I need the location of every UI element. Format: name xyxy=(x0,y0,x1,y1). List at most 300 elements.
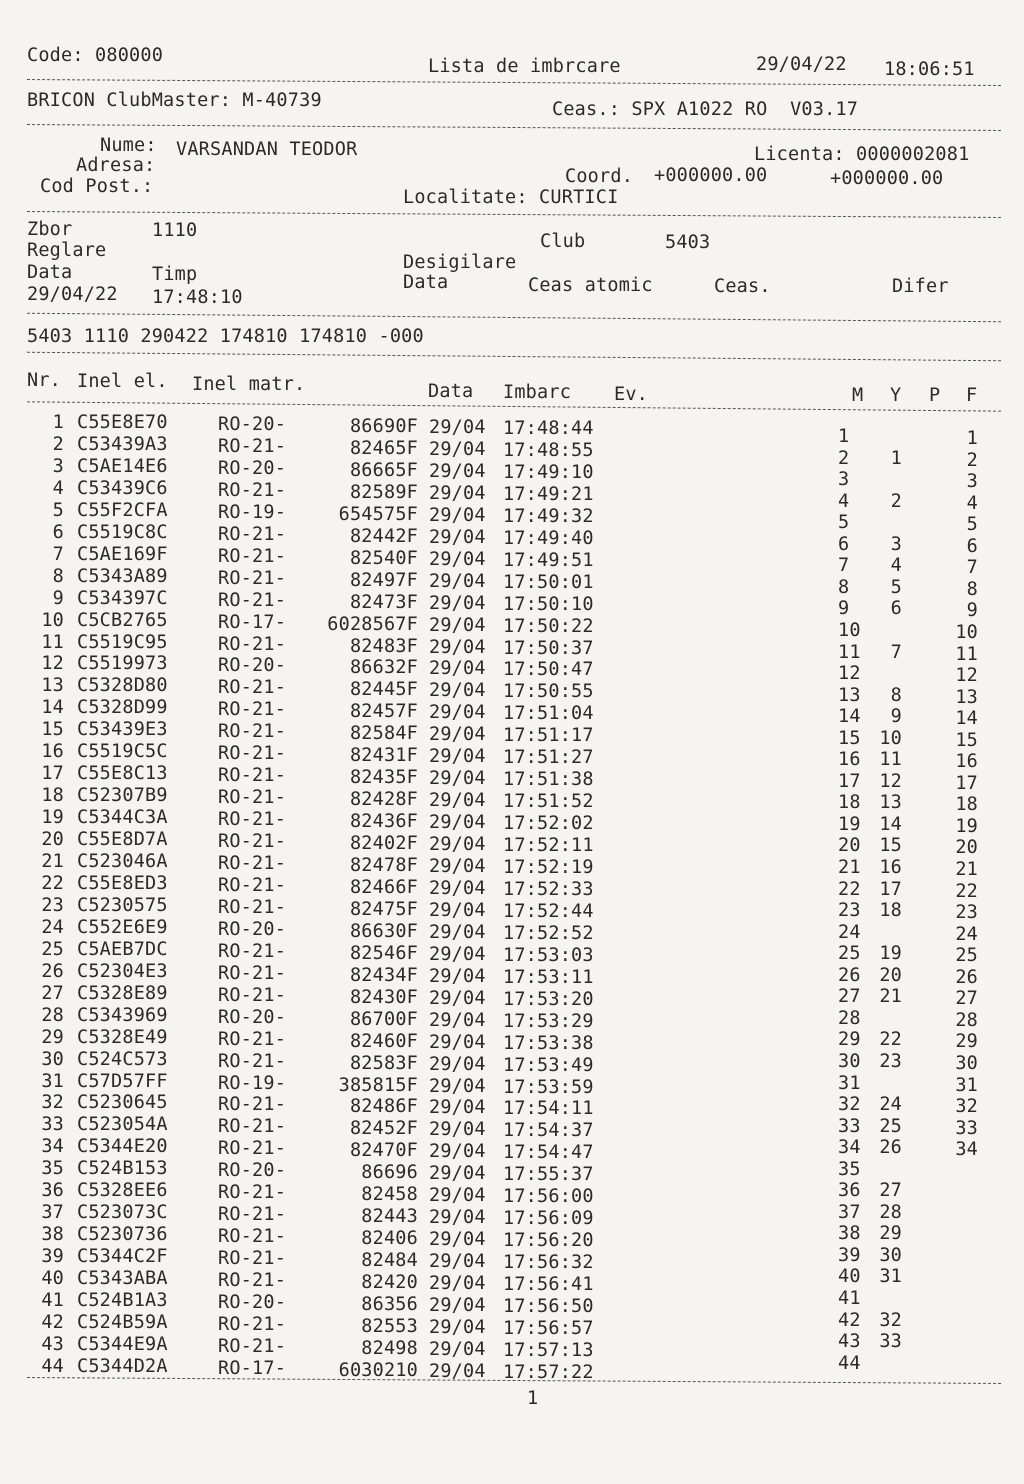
row-date: 29/04 xyxy=(429,1185,486,1207)
row-inel-number: 82583F xyxy=(349,1052,418,1074)
ranking-row xyxy=(0,428,1024,450)
row-inel-number: 82466F xyxy=(349,876,418,898)
row-inel-el: C53439E3 xyxy=(77,719,168,741)
row-inel-el: C5AE169F xyxy=(77,543,168,565)
row-time: 17:49:51 xyxy=(503,549,594,571)
rank-f: 6 xyxy=(966,535,978,557)
row-inel-el: C5230645 xyxy=(77,1092,168,1114)
rank-m: 35 xyxy=(838,1158,861,1180)
row-inel-prefix: RO-21- xyxy=(218,435,287,457)
row-inel-prefix: RO-20- xyxy=(218,655,287,677)
row-inel-number: 86632F xyxy=(349,657,418,679)
row-inel-number: 82406 xyxy=(361,1228,418,1250)
row-date: 29/04 xyxy=(429,790,486,812)
row-inel-el: C5AEB7DC xyxy=(77,938,168,960)
ranking-row xyxy=(0,1223,1024,1250)
row-inel-el: C5328D80 xyxy=(77,675,168,697)
data-label: Data xyxy=(27,262,73,283)
row-inel-prefix: RO-21- xyxy=(218,677,287,699)
row-inel-number: 86690F xyxy=(349,416,418,437)
row-inel-prefix: RO-21- xyxy=(218,984,287,1006)
row-inel-prefix: RO-21- xyxy=(218,809,287,831)
ranking-row xyxy=(0,1180,1024,1207)
row-date: 29/04 xyxy=(429,899,486,921)
row-inel-el: C5AE14E6 xyxy=(77,455,168,477)
row-date: 29/04 xyxy=(429,987,486,1009)
rank-y: 24 xyxy=(879,1094,902,1116)
row-nr: 35 xyxy=(41,1158,64,1180)
code-label: Code: 080000 xyxy=(27,45,164,66)
rank-f: 29 xyxy=(955,1031,978,1053)
row-inel-prefix: RO-21- xyxy=(218,699,287,721)
row-inel-number: 654575F xyxy=(338,503,418,525)
reglare-label: Reglare xyxy=(27,240,107,261)
row-inel-prefix: RO-21- xyxy=(218,567,287,589)
rank-y: 5 xyxy=(890,576,902,598)
col-inel-matr: Inel matr. xyxy=(192,374,306,395)
row-inel-prefix: RO-20- xyxy=(218,1160,287,1182)
name-label: Nume: xyxy=(100,135,157,156)
row-time: 17:54:47 xyxy=(503,1142,594,1164)
rank-f: 28 xyxy=(955,1009,978,1031)
row-nr: 14 xyxy=(41,697,64,719)
row-nr: 34 xyxy=(41,1136,64,1158)
row-time: 17:53:11 xyxy=(503,966,594,988)
ranking-row xyxy=(0,1352,1024,1377)
row-time: 17:56:09 xyxy=(503,1208,594,1230)
row-date: 29/04 xyxy=(429,1097,486,1119)
rank-m: 18 xyxy=(838,792,861,814)
summary-line: 5403 1110 290422 174810 174810 -000 xyxy=(27,326,424,347)
row-date: 29/04 xyxy=(429,460,486,482)
ranking-row xyxy=(0,812,1024,838)
row-inel-number: 82483F xyxy=(349,635,418,657)
row-inel-number: 86696 xyxy=(361,1162,418,1184)
page-number: 1 xyxy=(527,1388,539,1409)
row-inel-el: C5344D2A xyxy=(77,1355,168,1377)
rank-y: 27 xyxy=(879,1180,902,1202)
club-value: 5403 xyxy=(665,232,711,253)
rank-f: 33 xyxy=(955,1117,978,1139)
row-nr: 37 xyxy=(41,1202,64,1224)
row-inel-el: C52304E3 xyxy=(77,960,168,982)
ranking-row xyxy=(0,1136,1024,1164)
row-inel-prefix: RO-21- xyxy=(218,787,287,809)
ranking-row xyxy=(0,1333,1024,1355)
row-date: 29/04 xyxy=(429,658,486,680)
rank-m: 43 xyxy=(838,1331,861,1353)
address-label: Adresa: xyxy=(76,155,156,176)
coord-1: +000000.00 xyxy=(654,165,768,186)
row-inel-prefix: RO-19- xyxy=(218,501,287,523)
row-inel-el: C552E6E9 xyxy=(77,916,168,938)
rank-f: 8 xyxy=(966,578,978,600)
row-nr: 23 xyxy=(41,894,64,916)
row-inel-el: C5230575 xyxy=(77,894,168,916)
owner-name: VARSANDAN TEODOR xyxy=(176,139,358,160)
rank-f: 4 xyxy=(966,492,978,514)
row-inel-prefix: RO-20- xyxy=(218,457,287,479)
row-nr: 29 xyxy=(41,1026,64,1048)
row-inel-prefix: RO-21- xyxy=(218,721,287,743)
row-time: 17:52:19 xyxy=(503,857,594,878)
ranking-row xyxy=(0,1290,1024,1312)
row-time: 17:50:37 xyxy=(503,637,594,659)
row-date: 29/04 xyxy=(429,1207,486,1229)
row-nr: 4 xyxy=(52,477,64,499)
row-inel-prefix: RO-17- xyxy=(218,1357,287,1379)
rank-y: 10 xyxy=(879,727,902,749)
divider xyxy=(27,79,1001,86)
report-title: Lista de imbrcare xyxy=(428,56,621,77)
rank-y: 11 xyxy=(879,749,902,771)
rank-m: 3 xyxy=(838,469,850,491)
postcode-label: Cod Post.: xyxy=(40,176,154,197)
rank-y: 33 xyxy=(879,1331,902,1353)
row-date: 29/04 xyxy=(429,768,486,790)
rank-y: 6 xyxy=(890,598,902,620)
row-inel-el: C5344E9A xyxy=(77,1333,168,1355)
row-time: 17:56:32 xyxy=(503,1252,594,1274)
row-nr: 30 xyxy=(41,1048,64,1070)
row-nr: 33 xyxy=(41,1114,64,1136)
row-inel-prefix: RO-21- xyxy=(218,1248,287,1270)
row-time: 17:50:10 xyxy=(503,593,594,615)
rank-y: 14 xyxy=(879,813,902,835)
row-time: 17:51:04 xyxy=(503,703,594,725)
row-nr: 40 xyxy=(41,1268,64,1290)
rank-f: 25 xyxy=(955,945,978,967)
rank-m: 37 xyxy=(838,1201,861,1223)
ranking-row xyxy=(0,600,1024,622)
row-date: 29/04 xyxy=(429,746,486,768)
row-inel-el: C53439A3 xyxy=(77,433,168,455)
row-nr: 9 xyxy=(52,587,64,609)
row-date: 29/04 xyxy=(429,417,486,438)
col-f: F xyxy=(966,385,978,406)
row-inel-prefix: RO-21- xyxy=(218,962,287,984)
row-inel-prefix: RO-21- xyxy=(218,1094,287,1116)
row-inel-number: 6030210 xyxy=(338,1359,418,1381)
row-date: 29/04 xyxy=(429,570,486,592)
row-nr: 10 xyxy=(41,609,64,631)
row-date: 29/04 xyxy=(429,943,486,965)
row-date: 29/04 xyxy=(429,1163,486,1185)
rank-y: 3 xyxy=(890,533,902,555)
ranking-row xyxy=(0,1268,1024,1290)
row-time: 17:48:55 xyxy=(503,439,594,461)
row-inel-el: C524B153 xyxy=(77,1158,168,1180)
row-inel-el: C5344C2F xyxy=(77,1246,168,1268)
row-time: 17:56:20 xyxy=(503,1230,594,1252)
row-inel-number: 82475F xyxy=(349,898,418,920)
col-data: Data xyxy=(428,381,474,402)
row-nr: 15 xyxy=(41,719,64,741)
rank-m: 38 xyxy=(838,1223,861,1245)
divider xyxy=(27,352,1001,361)
row-date: 29/04 xyxy=(429,1009,486,1031)
ranking-row xyxy=(0,920,1024,946)
row-inel-number: 385815F xyxy=(338,1074,418,1096)
row-inel-number: 82458 xyxy=(361,1184,418,1206)
rank-y: 25 xyxy=(879,1115,902,1137)
col-inel-el: Inel el. xyxy=(77,371,168,392)
rank-m: 27 xyxy=(838,986,861,1008)
row-time: 17:56:41 xyxy=(503,1274,594,1296)
row-time: 17:49:40 xyxy=(503,527,594,549)
rank-m: 28 xyxy=(838,1007,861,1029)
rank-y: 22 xyxy=(879,1029,902,1051)
row-inel-number: 86665F xyxy=(349,459,418,481)
rank-m: 33 xyxy=(838,1115,861,1137)
row-nr: 11 xyxy=(41,631,64,653)
data2-label: Data xyxy=(403,272,449,293)
row-inel-number: 82428F xyxy=(349,789,418,811)
row-inel-number: 82435F xyxy=(349,767,418,789)
row-inel-el: C524B59A xyxy=(77,1311,168,1333)
row-inel-prefix: RO-21- xyxy=(218,1204,287,1226)
row-inel-el: C57D57FF xyxy=(77,1070,168,1092)
ranking-row xyxy=(0,514,1024,536)
ranking-row xyxy=(0,898,1024,924)
row-date: 29/04 xyxy=(429,702,486,724)
rank-m: 42 xyxy=(838,1309,861,1331)
row-inel-prefix: RO-21- xyxy=(218,1182,287,1204)
rank-m: 11 xyxy=(838,641,861,663)
ranking-row xyxy=(0,1309,1024,1334)
row-inel-prefix: RO-20- xyxy=(218,918,287,940)
row-time: 17:48:44 xyxy=(503,418,594,439)
row-inel-number: 86356 xyxy=(361,1294,418,1315)
rank-y: 29 xyxy=(879,1223,902,1245)
row-nr: 42 xyxy=(41,1311,64,1333)
row-inel-prefix: RO-21- xyxy=(218,589,287,611)
ranking-row xyxy=(0,833,1024,859)
rank-m: 23 xyxy=(838,900,861,922)
ranking-row xyxy=(0,876,1024,903)
row-inel-el: C55E8C13 xyxy=(77,763,168,785)
row-inel-el: C5230736 xyxy=(77,1224,168,1246)
zbor-value: 1110 xyxy=(152,220,198,241)
row-inel-number: 82402F xyxy=(349,833,418,855)
ranking-row xyxy=(0,790,1024,816)
ranking-row xyxy=(0,1114,1024,1140)
rank-m: 19 xyxy=(838,813,861,835)
rank-m: 12 xyxy=(838,663,861,685)
row-inel-number: 82460F xyxy=(349,1030,418,1052)
ranking-row xyxy=(0,1201,1024,1229)
rank-m: 5 xyxy=(838,512,850,534)
rank-f: 2 xyxy=(966,449,978,471)
rank-y: 15 xyxy=(879,835,902,857)
row-time: 17:52:33 xyxy=(503,878,594,900)
row-date: 29/04 xyxy=(429,1141,486,1163)
row-inel-number: 82553 xyxy=(361,1315,418,1337)
row-inel-el: C5343969 xyxy=(77,1004,168,1026)
rank-m: 39 xyxy=(838,1244,861,1266)
timp-label: Timp xyxy=(152,264,198,285)
col-y: Y xyxy=(890,385,902,406)
row-time: 17:50:22 xyxy=(503,615,594,637)
row-nr: 31 xyxy=(41,1070,64,1092)
rank-m: 20 xyxy=(838,835,861,857)
rank-y: 13 xyxy=(879,792,902,814)
row-inel-prefix: RO-20- xyxy=(218,414,287,435)
rank-f: 1 xyxy=(966,428,978,449)
ranking-row xyxy=(0,1048,1024,1075)
rank-f: 18 xyxy=(955,794,978,816)
row-time: 17:56:57 xyxy=(503,1317,594,1339)
rank-f: 14 xyxy=(955,708,978,730)
row-inel-el: C5344C3A xyxy=(77,807,168,829)
row-time: 17:51:17 xyxy=(503,725,594,747)
row-nr: 36 xyxy=(41,1180,64,1202)
row-inel-el: C534397C xyxy=(77,587,168,609)
row-inel-el: C5328E89 xyxy=(77,982,168,1004)
rank-m: 36 xyxy=(838,1180,861,1202)
rank-y: 28 xyxy=(879,1201,902,1223)
rank-y: 32 xyxy=(879,1309,902,1331)
row-inel-el: C524B1A3 xyxy=(77,1290,168,1311)
rank-f: 31 xyxy=(955,1074,978,1096)
row-inel-prefix: RO-21- xyxy=(218,1270,287,1292)
ranking-row xyxy=(0,1070,1024,1097)
rank-m: 4 xyxy=(838,490,850,512)
row-inel-el: C5328D99 xyxy=(77,697,168,719)
row-nr: 27 xyxy=(41,982,64,1004)
club-label: Club xyxy=(540,231,586,252)
row-inel-number: 6028567F xyxy=(327,613,418,635)
rank-m: 24 xyxy=(838,921,861,943)
row-time: 17:54:37 xyxy=(503,1120,594,1142)
row-time: 17:52:02 xyxy=(503,813,594,835)
rank-m: 26 xyxy=(838,964,861,986)
row-time: 17:55:37 xyxy=(503,1164,594,1186)
row-inel-number: 82465F xyxy=(349,437,418,459)
row-inel-prefix: RO-21- xyxy=(218,853,287,874)
row-nr: 16 xyxy=(41,741,64,763)
row-nr: 38 xyxy=(41,1224,64,1246)
row-time: 17:50:01 xyxy=(503,571,594,593)
row-time: 17:53:38 xyxy=(503,1032,594,1054)
row-time: 17:52:44 xyxy=(503,900,594,922)
rank-m: 7 xyxy=(838,555,850,577)
row-inel-number: 82434F xyxy=(349,964,418,986)
ranking-row xyxy=(0,747,1024,773)
rank-y: 16 xyxy=(879,857,902,878)
rank-f: 19 xyxy=(955,815,978,837)
row-time: 17:53:29 xyxy=(503,1010,594,1032)
row-date: 29/04 xyxy=(429,482,486,504)
row-inel-el: C523054A xyxy=(77,1114,168,1136)
rank-m: 17 xyxy=(838,770,861,792)
rank-f: 24 xyxy=(955,923,978,945)
row-inel-prefix: RO-17- xyxy=(218,611,287,633)
ranking-row xyxy=(0,1092,1024,1118)
row-nr: 32 xyxy=(41,1092,64,1114)
row-inel-number: 82546F xyxy=(349,942,418,964)
row-nr: 24 xyxy=(41,916,64,938)
coord-label: Coord. xyxy=(565,166,634,187)
row-inel-number: 82498 xyxy=(361,1337,418,1359)
row-inel-el: C524C573 xyxy=(77,1048,168,1070)
rank-m: 34 xyxy=(838,1137,861,1159)
ranking-row xyxy=(0,557,1024,579)
row-inel-prefix: RO-20- xyxy=(218,1006,287,1028)
row-inel-prefix: RO-21- xyxy=(218,523,287,545)
ranking-row xyxy=(0,984,1024,1010)
row-nr: 5 xyxy=(52,499,64,521)
row-nr: 1 xyxy=(52,412,64,433)
rank-f: 13 xyxy=(955,686,978,708)
row-time: 17:50:55 xyxy=(503,681,594,703)
row-nr: 3 xyxy=(52,455,64,477)
rank-y: 2 xyxy=(890,490,902,512)
row-date: 29/04 xyxy=(429,592,486,614)
row-time: 17:52:52 xyxy=(503,922,594,944)
ranking-row xyxy=(0,1244,1024,1272)
rank-m: 8 xyxy=(838,576,850,598)
col-imbarc: Imbarc xyxy=(503,382,572,403)
row-nr: 26 xyxy=(41,960,64,982)
row-inel-el: C5344E20 xyxy=(77,1136,168,1158)
row-inel-number: 82589F xyxy=(349,481,418,503)
row-time: 17:56:50 xyxy=(503,1296,594,1317)
row-inel-prefix: RO-21- xyxy=(218,479,287,501)
row-nr: 12 xyxy=(41,653,64,675)
row-date: 29/04 xyxy=(429,724,486,746)
row-inel-number: 82452F xyxy=(349,1118,418,1140)
row-time: 17:53:20 xyxy=(503,988,594,1010)
row-inel-prefix: RO-21- xyxy=(218,1335,287,1357)
rank-y: 30 xyxy=(879,1244,902,1266)
row-inel-prefix: RO-21- xyxy=(218,743,287,765)
rank-f: 32 xyxy=(955,1096,978,1118)
row-date: 29/04 xyxy=(429,1273,486,1295)
rank-y: 18 xyxy=(879,900,902,922)
row-date: 29/04 xyxy=(429,1075,486,1097)
row-nr: 2 xyxy=(52,433,64,455)
rank-f: 30 xyxy=(955,1052,978,1074)
rank-y: 9 xyxy=(890,706,902,728)
desigilare-label: Desigilare xyxy=(403,252,517,273)
row-nr: 6 xyxy=(52,521,64,543)
rank-m: 15 xyxy=(838,727,861,749)
divider xyxy=(27,313,1001,322)
row-date: 29/04 xyxy=(429,812,486,834)
rank-m: 29 xyxy=(838,1029,861,1051)
rank-f: 12 xyxy=(955,665,978,687)
row-date: 29/04 xyxy=(429,1053,486,1075)
rank-m: 44 xyxy=(838,1352,861,1374)
row-inel-el: C5519C8C xyxy=(77,521,168,543)
ranking-row xyxy=(0,708,1024,730)
row-inel-prefix: RO-21- xyxy=(218,1028,287,1050)
rank-m: 2 xyxy=(838,447,850,469)
row-inel-number: 82478F xyxy=(349,855,418,876)
row-inel-number: 82431F xyxy=(349,745,418,767)
row-inel-el: C55E8D7A xyxy=(77,829,168,851)
row-time: 17:49:21 xyxy=(503,483,594,505)
rank-f: 27 xyxy=(955,988,978,1010)
rank-y: 20 xyxy=(879,964,902,986)
row-date: 29/04 xyxy=(429,856,486,877)
rank-y: 17 xyxy=(879,878,902,900)
row-inel-el: C5343ABA xyxy=(77,1268,168,1290)
rank-m: 31 xyxy=(838,1072,861,1094)
rank-y: 23 xyxy=(879,1050,902,1072)
row-time: 17:51:27 xyxy=(503,747,594,769)
